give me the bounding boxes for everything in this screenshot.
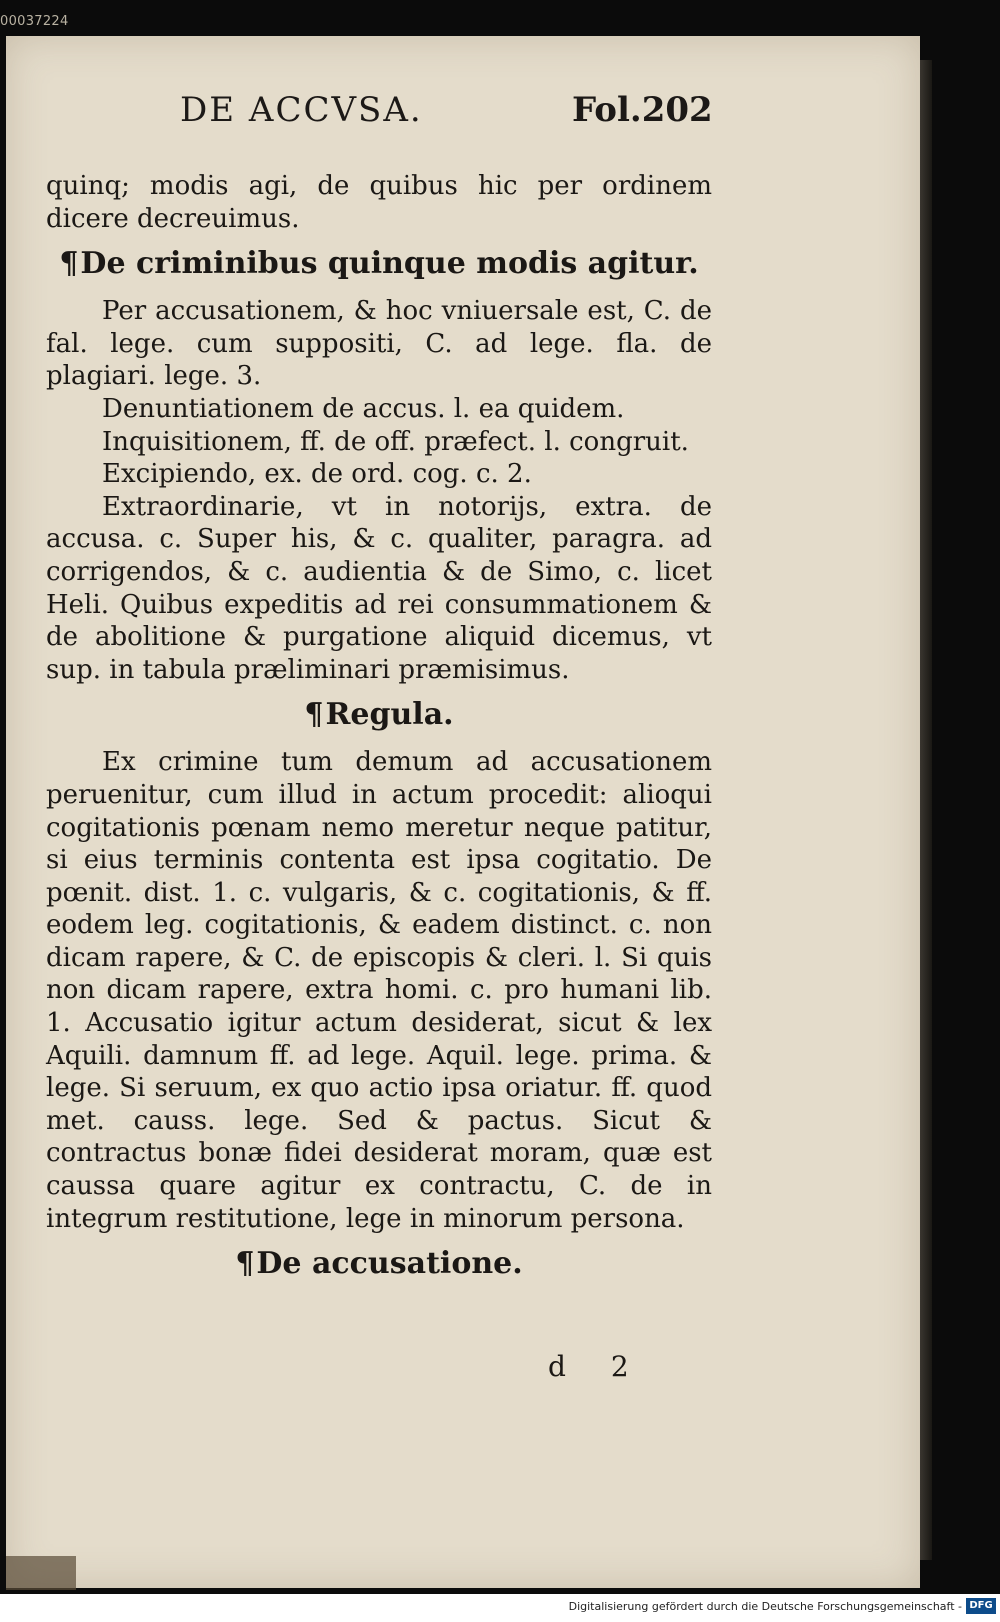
- folio-number: Fol.202: [572, 90, 713, 130]
- paragraph-denuntiation: Denuntiationem de accus. l. ea quidem.: [102, 393, 625, 424]
- paragraph-accusation: Per accusationem, & hoc vniuersale est, C. de fal. lege. cum suppositi, C. ad lege. fla. de plagiari. lege. 3.: [46, 296, 712, 392]
- heading-text: Regula.: [325, 697, 454, 733]
- paragraph-exception: Excipiendo, ex. de ord. cog. c. 2.: [102, 459, 532, 490]
- running-head: DE ACCVSA.: [180, 90, 423, 130]
- heading-text: De criminibus quinque modis agitur.: [80, 246, 699, 282]
- section-heading: [46, 692, 712, 738]
- heading-text: De accusatione.: [256, 1246, 523, 1282]
- page-edge: [920, 60, 932, 1560]
- page-header: [180, 90, 800, 140]
- footer-bar: [0, 1594, 1000, 1622]
- section-heading: [46, 241, 712, 287]
- footer-credit: Digitalisierung gefördert durch die Deutsche Forschungsgemeinschaft -: [568, 1600, 962, 1613]
- pilcrow-icon: ¶: [304, 697, 324, 733]
- scan-id-label: 00037224: [0, 14, 69, 29]
- paragraph-intro: quinq; modis agi, de quibus hic per ordinem dicere decreuimus.: [46, 171, 712, 234]
- pilcrow-icon: ¶: [235, 1246, 255, 1282]
- paragraph-inquisition: Inquisitionem, ff. de off. præfect. l. congruit.: [102, 426, 689, 457]
- dfg-logo: DFG: [966, 1598, 996, 1614]
- paragraph-extraordinary: Extraordinarie, vt in notorijs, extra. de accusa. c. Super his, & c. qualiter, paragra. ad corrigendos, & c. audientia & de Simo, c. licet Heli. Quibus expeditis ad rei consummationem & de abolitione & purgatione aliquid dicemus, vt sup. in tabula præliminari præmisimus.: [46, 491, 712, 685]
- page-stain: [6, 1556, 76, 1590]
- section-heading: [46, 1241, 712, 1287]
- signature-mark: d 2: [548, 1350, 647, 1383]
- paragraph-rule: Ex crimine tum demum ad accusationem peruenitur, cum illud in actum procedit: alioqui cogitationis pœnam nemo meretur neque patitur, si eius terminis contenta est ipsa cogitatio. De pœnit. dist. 1. c. vulgaris, & c. cogitationis, & ff. eodem leg. cogitationis, & eadem distinct. c. non dicam rapere, & C. de episcopis & cleri. l. Si quis non dicam rapere, extra homi. c. pro humani lib. 1. Accusatio igitur actum desiderat, sicut & lex Aquili. damnum ff. ad lege. Aquil. lege. prima. & lege. Si seruum, ex quo actio ipsa oriatur. ff. quod met. causs. lege. Sed & pactus. Sicut & contractus bonæ fidei desiderat moram, quæ est caussa quare agitur ex contractu, C. de in integrum restitutione, lege in minorum persona.: [46, 747, 712, 1234]
- page-body: [46, 170, 712, 1295]
- pilcrow-icon: ¶: [59, 246, 79, 282]
